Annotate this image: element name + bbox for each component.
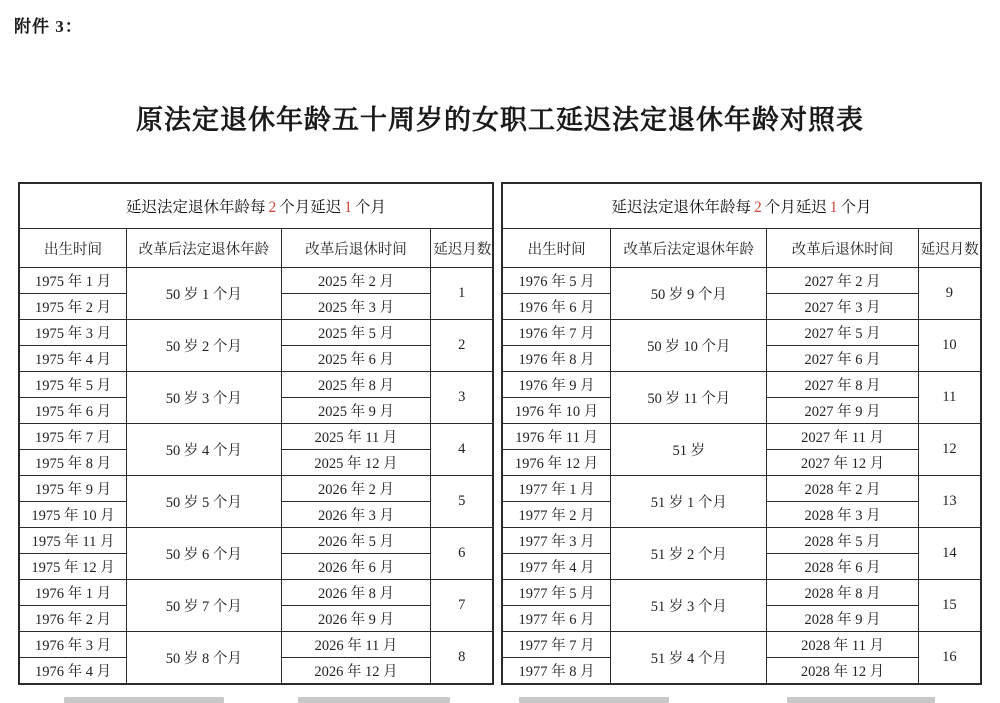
cutoff-text-fragment bbox=[787, 697, 935, 703]
birth-date-cell: 1976 年 1 月 bbox=[19, 580, 127, 606]
retirement-date-cell: 2026 年 12 月 bbox=[281, 658, 431, 684]
retirement-date-cell: 2028 年 2 月 bbox=[767, 476, 918, 502]
birth-date-cell: 1976 年 11 月 bbox=[502, 424, 611, 450]
retirement-date-cell: 2027 年 8 月 bbox=[767, 372, 918, 398]
statutory-age-cell: 51 岁 4 个月 bbox=[611, 632, 767, 684]
retirement-date-cell: 2027 年 9 月 bbox=[767, 398, 918, 424]
table-row bbox=[502, 372, 981, 398]
table-row bbox=[502, 268, 981, 294]
birth-date-cell: 1977 年 8 月 bbox=[502, 658, 611, 684]
statutory-age-cell: 50 岁 7 个月 bbox=[127, 580, 282, 632]
birth-date-cell: 1975 年 4 月 bbox=[19, 346, 127, 372]
birth-date-cell: 1976 年 5 月 bbox=[502, 268, 611, 294]
col-header-delay-months: 延迟月数 bbox=[431, 229, 493, 268]
birth-date-cell: 1976 年 8 月 bbox=[502, 346, 611, 372]
retirement-date-cell: 2026 年 8 月 bbox=[281, 580, 431, 606]
group-header-text: 个月 bbox=[355, 199, 387, 216]
retirement-date-cell: 2028 年 3 月 bbox=[767, 502, 918, 528]
retirement-date-cell: 2026 年 5 月 bbox=[281, 528, 431, 554]
table-row bbox=[19, 632, 493, 658]
retirement-date-cell: 2026 年 11 月 bbox=[281, 632, 431, 658]
statutory-age-cell: 50 岁 8 个月 bbox=[127, 632, 282, 684]
highlighted-number: 1 bbox=[829, 199, 838, 216]
retirement-date-cell: 2026 年 3 月 bbox=[281, 502, 431, 528]
statutory-age-cell: 51 岁 1 个月 bbox=[611, 476, 767, 528]
table-row bbox=[502, 528, 981, 554]
retirement-table-right bbox=[501, 182, 982, 685]
col-header-statutory-age: 改革后法定退休年龄 bbox=[611, 229, 767, 268]
delay-months-cell: 2 bbox=[431, 320, 493, 372]
retirement-date-cell: 2028 年 11 月 bbox=[767, 632, 918, 658]
retirement-date-cell: 2027 年 2 月 bbox=[767, 268, 918, 294]
table-row bbox=[19, 528, 493, 554]
highlighted-number: 2 bbox=[268, 199, 277, 216]
page-title: 原法定退休年龄五十周岁的女职工延迟法定退休年龄对照表 bbox=[136, 105, 864, 135]
statutory-age-cell: 50 岁 5 个月 bbox=[127, 476, 282, 528]
delay-months-cell: 6 bbox=[431, 528, 493, 580]
birth-date-cell: 1975 年 9 月 bbox=[19, 476, 127, 502]
table-row bbox=[19, 424, 493, 450]
comparison-tables bbox=[18, 182, 982, 685]
table-row bbox=[502, 580, 981, 606]
table-group-header bbox=[19, 183, 493, 229]
retirement-date-cell: 2028 年 6 月 bbox=[767, 554, 918, 580]
highlighted-number: 1 bbox=[344, 199, 352, 216]
delay-months-cell: 1 bbox=[431, 268, 493, 320]
retirement-date-cell: 2027 年 12 月 bbox=[767, 450, 918, 476]
statutory-age-cell: 50 岁 6 个月 bbox=[127, 528, 282, 580]
birth-date-cell: 1975 年 1 月 bbox=[19, 268, 127, 294]
birth-date-cell: 1976 年 12 月 bbox=[502, 450, 611, 476]
statutory-age-cell: 50 岁 1 个月 bbox=[127, 268, 282, 320]
retirement-date-cell: 2028 年 9 月 bbox=[767, 606, 918, 632]
col-header-delay-months: 延迟月数 bbox=[918, 229, 981, 268]
table-row bbox=[19, 580, 493, 606]
retirement-date-cell: 2026 年 9 月 bbox=[281, 606, 431, 632]
retirement-date-cell: 2027 年 11 月 bbox=[767, 424, 918, 450]
group-header-text: 个月延迟 bbox=[764, 199, 827, 216]
birth-date-cell: 1976 年 9 月 bbox=[502, 372, 611, 398]
birth-date-cell: 1977 年 4 月 bbox=[502, 554, 611, 580]
table-body bbox=[502, 268, 981, 684]
retirement-date-cell: 2025 年 2 月 bbox=[281, 268, 431, 294]
retirement-date-cell: 2026 年 2 月 bbox=[281, 476, 431, 502]
group-header-text: 延迟法定退休年龄每 bbox=[125, 199, 266, 216]
table-row bbox=[502, 424, 981, 450]
delay-months-cell: 8 bbox=[431, 632, 493, 684]
delay-months-cell: 9 bbox=[918, 268, 981, 320]
birth-date-cell: 1977 年 1 月 bbox=[502, 476, 611, 502]
retirement-date-cell: 2025 年 6 月 bbox=[281, 346, 431, 372]
delay-months-cell: 11 bbox=[918, 372, 981, 424]
retirement-date-cell: 2027 年 5 月 bbox=[767, 320, 918, 346]
birth-date-cell: 1975 年 2 月 bbox=[19, 294, 127, 320]
retirement-date-cell: 2025 年 11 月 bbox=[281, 424, 431, 450]
col-header-retirement-date: 改革后退休时间 bbox=[767, 229, 918, 268]
retirement-date-cell: 2028 年 8 月 bbox=[767, 580, 918, 606]
birth-date-cell: 1975 年 12 月 bbox=[19, 554, 127, 580]
birth-date-cell: 1975 年 7 月 bbox=[19, 424, 127, 450]
table-row bbox=[19, 320, 493, 346]
table-row bbox=[19, 476, 493, 502]
table-group-header bbox=[502, 183, 981, 229]
group-header-text: 个月延迟 bbox=[279, 199, 342, 216]
delay-months-cell: 14 bbox=[918, 528, 981, 580]
retirement-date-cell: 2025 年 3 月 bbox=[281, 294, 431, 320]
retirement-date-cell: 2028 年 5 月 bbox=[767, 528, 918, 554]
birth-date-cell: 1976 年 6 月 bbox=[502, 294, 611, 320]
birth-date-cell: 1976 年 7 月 bbox=[502, 320, 611, 346]
delay-months-cell: 3 bbox=[431, 372, 493, 424]
birth-date-cell: 1977 年 6 月 bbox=[502, 606, 611, 632]
birth-date-cell: 1975 年 3 月 bbox=[19, 320, 127, 346]
birth-date-cell: 1975 年 11 月 bbox=[19, 528, 127, 554]
statutory-age-cell: 50 岁 10 个月 bbox=[611, 320, 767, 372]
delay-months-cell: 13 bbox=[918, 476, 981, 528]
delay-months-cell: 7 bbox=[431, 580, 493, 632]
delay-months-cell: 12 bbox=[918, 424, 981, 476]
birth-date-cell: 1977 年 2 月 bbox=[502, 502, 611, 528]
birth-date-cell: 1976 年 3 月 bbox=[19, 632, 127, 658]
cutoff-text-fragment bbox=[519, 697, 669, 703]
delay-months-cell: 15 bbox=[918, 580, 981, 632]
statutory-age-cell: 50 岁 9 个月 bbox=[611, 268, 767, 320]
table-row bbox=[19, 268, 493, 294]
retirement-date-cell: 2025 年 12 月 bbox=[281, 450, 431, 476]
delay-months-cell: 16 bbox=[918, 632, 981, 684]
birth-date-cell: 1975 年 5 月 bbox=[19, 372, 127, 398]
cutoff-text-fragment bbox=[64, 697, 224, 703]
delay-months-cell: 5 bbox=[431, 476, 493, 528]
attachment-label: 附件 3： bbox=[14, 17, 83, 36]
table-body bbox=[19, 268, 493, 684]
table-row bbox=[19, 372, 493, 398]
statutory-age-cell: 51 岁 3 个月 bbox=[611, 580, 767, 632]
birth-date-cell: 1975 年 6 月 bbox=[19, 398, 127, 424]
cutoff-text-fragment bbox=[298, 697, 450, 703]
table-row bbox=[502, 320, 981, 346]
table-row bbox=[502, 476, 981, 502]
birth-date-cell: 1976 年 10 月 bbox=[502, 398, 611, 424]
delay-months-cell: 4 bbox=[431, 424, 493, 476]
retirement-date-cell: 2025 年 8 月 bbox=[281, 372, 431, 398]
retirement-date-cell: 2027 年 3 月 bbox=[767, 294, 918, 320]
statutory-age-cell: 50 岁 3 个月 bbox=[127, 372, 282, 424]
birth-date-cell: 1976 年 2 月 bbox=[19, 606, 127, 632]
col-header-birth-date: 出生时间 bbox=[502, 229, 611, 268]
birth-date-cell: 1975 年 8 月 bbox=[19, 450, 127, 476]
group-header-text: 延迟法定退休年龄每 bbox=[611, 199, 751, 216]
statutory-age-cell: 50 岁 2 个月 bbox=[127, 320, 282, 372]
birth-date-cell: 1977 年 7 月 bbox=[502, 632, 611, 658]
retirement-date-cell: 2025 年 5 月 bbox=[281, 320, 431, 346]
birth-date-cell: 1977 年 5 月 bbox=[502, 580, 611, 606]
retirement-date-cell: 2026 年 6 月 bbox=[281, 554, 431, 580]
retirement-date-cell: 2028 年 12 月 bbox=[767, 658, 918, 684]
col-header-birth-date: 出生时间 bbox=[19, 229, 127, 268]
retirement-date-cell: 2027 年 6 月 bbox=[767, 346, 918, 372]
birth-date-cell: 1976 年 4 月 bbox=[19, 658, 127, 684]
statutory-age-cell: 50 岁 11 个月 bbox=[611, 372, 767, 424]
col-header-retirement-date: 改革后退休时间 bbox=[281, 229, 431, 268]
statutory-age-cell: 50 岁 4 个月 bbox=[127, 424, 282, 476]
statutory-age-cell: 51 岁 bbox=[611, 424, 767, 476]
delay-months-cell: 10 bbox=[918, 320, 981, 372]
col-header-statutory-age: 改革后法定退休年龄 bbox=[127, 229, 282, 268]
highlighted-number: 2 bbox=[753, 199, 762, 216]
retirement-date-cell: 2025 年 9 月 bbox=[281, 398, 431, 424]
table-row bbox=[502, 632, 981, 658]
group-header-text: 个月 bbox=[840, 199, 872, 216]
birth-date-cell: 1975 年 10 月 bbox=[19, 502, 127, 528]
statutory-age-cell: 51 岁 2 个月 bbox=[611, 528, 767, 580]
retirement-table-left bbox=[18, 182, 494, 685]
birth-date-cell: 1977 年 3 月 bbox=[502, 528, 611, 554]
